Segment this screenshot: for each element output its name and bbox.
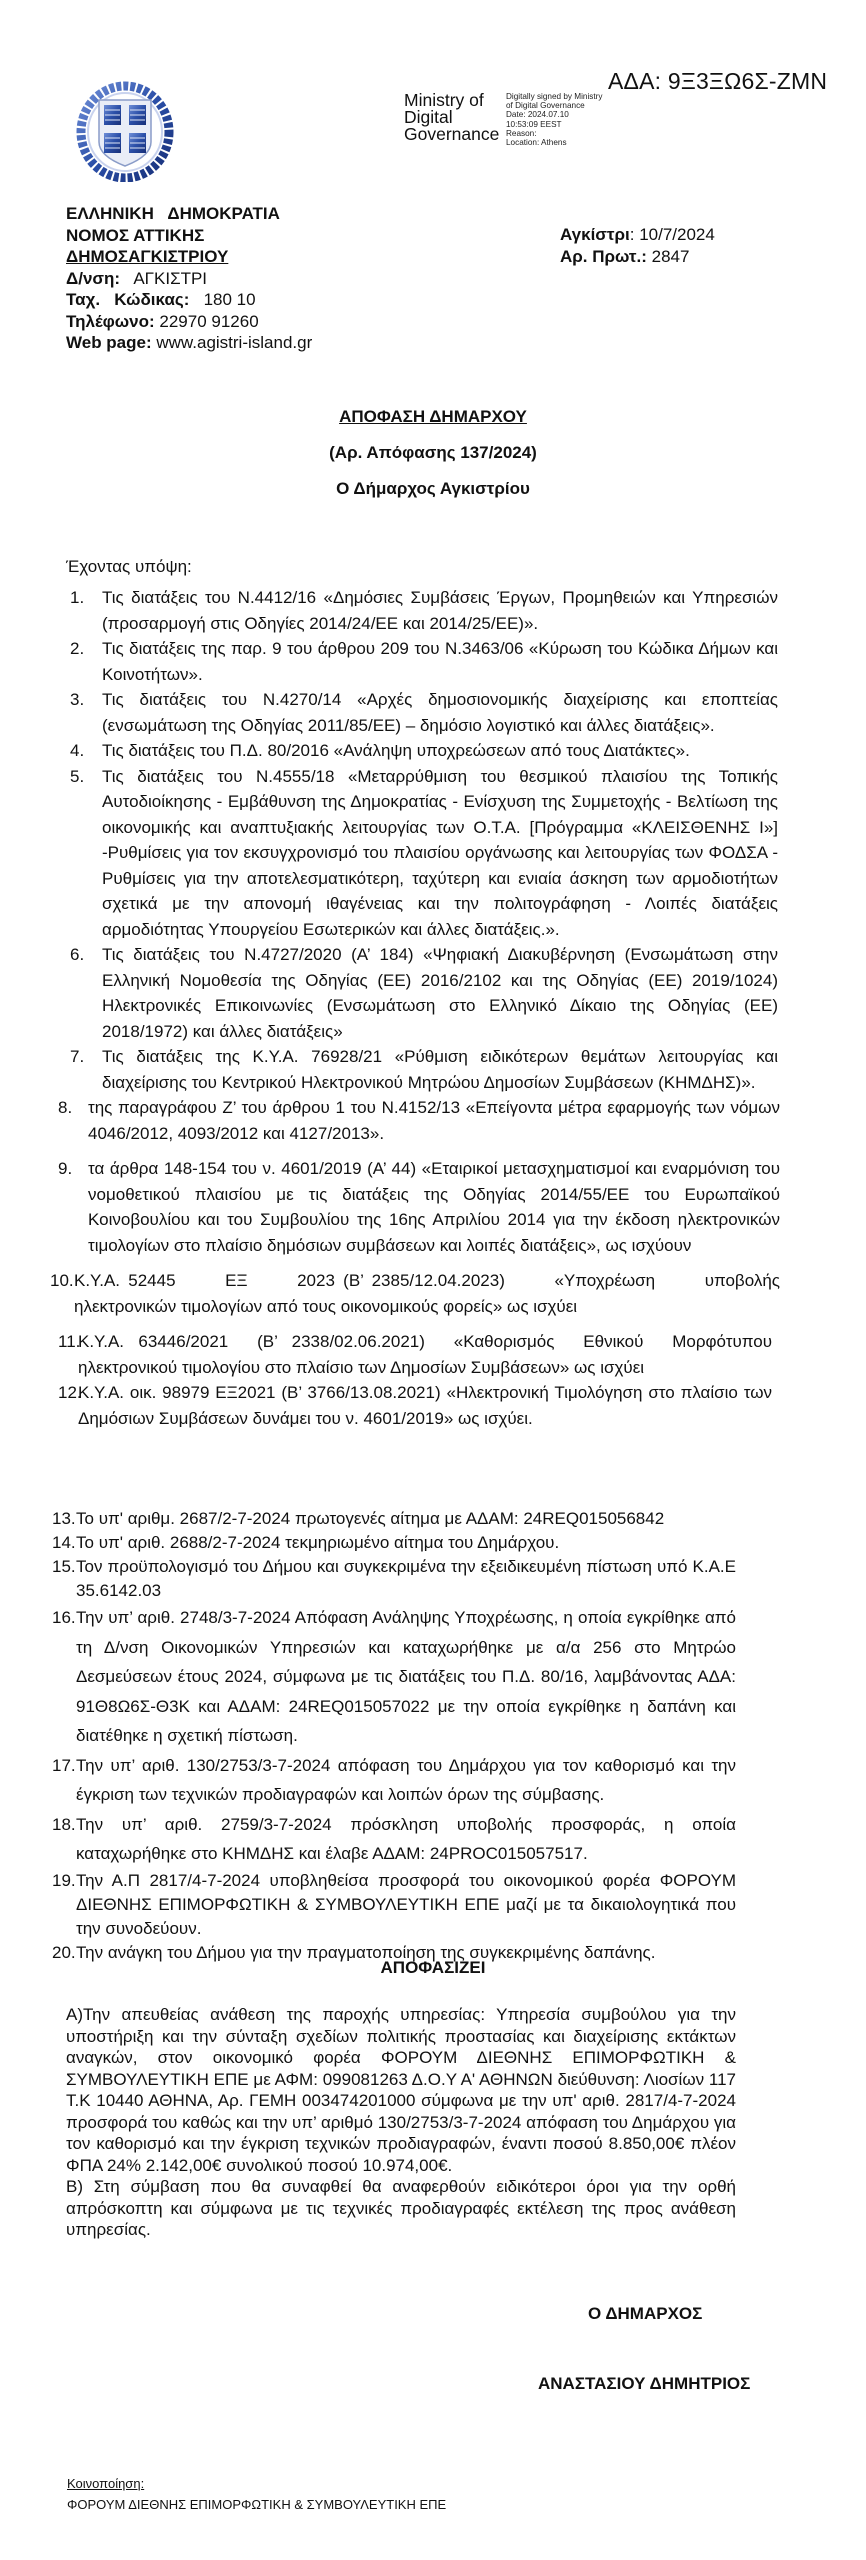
web-label: Web page:: [66, 333, 152, 352]
item-number: 3.: [70, 690, 85, 709]
signature-org-line: Digital: [404, 107, 453, 127]
list-item: [0, 942, 778, 1044]
item-text: Κ.Υ.Α. 52445 ΕΞ 2023 (Β’ 2385/12.04.2023) «Υποχρέωση υποβολής ηλεκτρονικών τιμολογίων από τους οικονομικούς φορείς» ως ισχύει: [74, 1271, 785, 1316]
list-item: [0, 1095, 780, 1146]
item-number: 15.: [52, 1557, 76, 1576]
list-item: [0, 636, 778, 687]
signature-detail-line: 10:53:09 EEST: [506, 119, 562, 129]
item-number: 7.: [70, 1047, 85, 1066]
list-item: [0, 1531, 736, 1555]
item-number: 17.: [52, 1755, 76, 1775]
item-number: 12.: [58, 1383, 82, 1402]
web-link[interactable]: www.agistri-island.gr: [156, 333, 313, 352]
address-label: Δ/νση:: [66, 268, 121, 288]
item-number: 16.: [52, 1608, 76, 1627]
decision-clause-b: Β) Στη σύμβαση που θα συναφθεί θα αναφερθούν ειδικότεροι όροι για την ορθή απρόσκοπτη και σύμφωνα με τις τεχνικές προδιαγραφές εκτέλεση της προς ανάθεση υπηρεσίας.: [66, 2177, 736, 2239]
list-item: [0, 738, 778, 764]
signature-org-line: Ministry of: [404, 90, 484, 110]
signature-detail-line: of Digital Governance: [506, 101, 585, 111]
considerations-list: [0, 585, 866, 1431]
place-label: Αγκίστρι: [560, 225, 630, 244]
item-text: Το υπ' αριθμ. 2687/2-7-2024 πρωτογενές αίτημα με ΑΔΑΜ: 24REQ015056842: [76, 1509, 665, 1528]
item-text: Την Α.Π 2817/4-7-2024 υποβληθείσα προσφορά του οικονομικού φορέα ΦΟΡΟΥΜ ΔΙΕΘΝΗΣ ΕΠΙΜΟΡΦΩΤΙΚΗ & ΣΥΜΒΟΥΛΕΥΤΙΚΗ ΕΠΕ μαζί με τα δικαιολογητικά που την συνοδεύουν.: [76, 1870, 736, 1938]
address-line: [66, 268, 312, 290]
country-name: ΕΛΛΗΝΙΚΗ ΔΗΜΟΚΡΑΤΙΑ: [66, 204, 280, 223]
protocol-line: [560, 246, 715, 268]
item-number: 5.: [70, 766, 85, 786]
item-text: Τις διατάξεις της Κ.Υ.Α. 76928/21 «Ρύθμιση ειδικότερων θεμάτων λειτουργίας και διαχείρισης του Κεντρικού Ηλεκτρονικού Μητρώου Δημοσίων Συμβάσεων (ΚΗΜΔΗΣ)».: [102, 1047, 778, 1092]
phone-value: 22970 91260: [159, 311, 259, 331]
item-text: της παραγράφου Ζ’ του άρθρου 1 του Ν.4152/13 «Επείγοντα μέτρα εφαρμογής των νόμων 4046/2012, 4093/2012 και 4127/2013».: [88, 1098, 780, 1143]
considerations-intro: Έχοντας υπόψη:: [66, 557, 192, 576]
item-text: Τις διατάξεις του Ν.4727/2020 (Α’ 184) «Ψηφιακή Διακυβέρνηση (Ενσωμάτωση στην Ελληνική Νομοθεσία της Οδηγίας (ΕΕ) 2016/2102 και της Οδηγίας (ΕΕ) 2019/1024) Ηλεκτρονικές Επικοινωνίες (Ενσωμάτωση στο Ελληνικό Δίκαιο της Οδηγίας (ΕΕ) 2018/1972) και άλλες διατάξεις»: [102, 945, 778, 1041]
signature-org-line: Governance: [404, 124, 500, 144]
item-text: Τον προϋπολογισμό του Δήμου και συγκεκριμένα την εξειδικευμένη πίστωση υπό Κ.Α.Ε 35.6142.03: [76, 1557, 736, 1600]
phone-line: [66, 311, 312, 333]
item-text: Την υπ’ αριθ. 2759/3-7-2024 πρόσκληση υποβολής προσφοράς, η οποία καταχωρήθηκε στο ΚΗΜΔΗΣ και έλαβε ΑΔΑΜ: 24PROC015057517.: [76, 1814, 736, 1863]
item-number: 13.: [52, 1509, 76, 1528]
item-number: 20.: [52, 1942, 76, 1962]
postcode-value: 180 10: [203, 290, 256, 309]
decision-number: (Αρ. Απόφασης 137/2024): [329, 443, 537, 462]
list-item: [0, 1869, 736, 1941]
decision-body: [66, 2004, 736, 2241]
item-number: 9.: [58, 1159, 73, 1178]
list-item: [0, 1044, 778, 1095]
cc-label: Κοινοποίηση:: [67, 2476, 145, 2491]
list-item: [0, 1810, 736, 1869]
list-item: [0, 1555, 736, 1603]
list-item: [0, 764, 778, 943]
item-text: Κ.Υ.Α. οικ. 98979 ΕΞ2021 (Β’ 3766/13.08.2021) «Ηλεκτρονική Τιμολόγηση στο πλαίσιο των Δημόσιων Συμβάσεων δυνάμει του ν. 4601/2019» ως ισχύει.: [78, 1383, 772, 1428]
item-number: 1.: [70, 588, 85, 607]
postcode-line: [66, 289, 312, 311]
item-text: Τις διατάξεις του Π.Δ. 80/2016 «Ανάληψη υποχρεώσεων από τους Διατάκτες».: [102, 741, 690, 760]
decision-clause-a: Α)Την απευθείας ανάθεση της παροχής υπηρεσίας: Υπηρεσία συμβούλου για την υποστήριξη και την σύνταξη σχεδίων πολιτικής προστασίας και διαχείρισης εκτάκτων αναγκών, στον οικονομικό φορέα ΦΟΡΟΥΜ ΔΙΕΘΝΗΣ ΕΠΙΜΟΡΦΩΤΙΚΗ & ΣΥΜΒΟΥΛΕΥΤΙΚΗ ΕΠΕ με ΑΦΜ: 099081263 Δ.Ο.Υ Α' ΑΘΗΝΩΝ διεύθυνση: Λιοσίων 117 Τ.Κ 10440 ΑΘΗΝΑ, Αρ. ΓΕΜΗ 003474201000 σύμφωνα με την υπ' αριθ. 2817/4-7-2024 προσφορά του καθώς και την υπ’ αριθμό 130/2753/3-7-2024 απόφαση του Δημάρχου για τον καθορισμό και την έγκριση τεχνικών προδιαγραφών, έναντι ποσού 8.850,00€ πλέον ΦΠΑ 24% 2.142,00€ συνολικού ποσού 10.974,00€.: [66, 2005, 736, 2175]
place-date-line: [560, 224, 715, 246]
list-item: [0, 1268, 785, 1319]
municipality-name: ΔΗΜΟΣΑΓΚΙΣΤΡΙΟΥ: [66, 247, 229, 266]
protocol-number: 2847: [651, 246, 690, 266]
item-text: Κ.Υ.Α. 63446/2021 (Β’ 2338/02.06.2021) «Καθορισμός Εθνικού Μορφότυπου ηλεκτρονικού τιμολογίου στο πλαίσιο των Δημοσίων Συμβάσεων» ως ισχύει: [78, 1332, 777, 1377]
list-item: [0, 1751, 736, 1810]
item-text: Την υπ’ αριθ. 130/2753/3-7-2024 απόφαση του Δημάρχου για τον καθορισμό και την έγκριση των τεχνικών προδιαγραφών και λοιπών όρων της σύμβασης.: [76, 1755, 736, 1804]
item-number: 4.: [70, 741, 85, 760]
decides-heading: ΑΠΟΦΑΣΙΖΕΙ: [380, 1958, 486, 1977]
item-number: 8.: [58, 1098, 73, 1117]
prefecture-name: ΝΟΜΟΣ ΑΤΤΙΚΗΣ: [66, 225, 205, 245]
phone-label: Τηλέφωνο:: [66, 311, 155, 331]
item-text: Τις διατάξεις του Ν.4412/16 «Δημόσιες Συμβάσεις Έργων, Προμηθειών και Υπηρεσιών (προσαρμογή στις Οδηγίες 2014/24/ΕΕ και 2014/25/ΕΕ)».: [102, 588, 778, 633]
address-value: ΑΓΚΙΣΤΡΙ: [133, 268, 208, 288]
signature-detail-line: Digitally signed by Ministry: [506, 92, 603, 101]
signatory-name: ΑΝΑΣΤΑΣΙΟΥ ΔΗΜΗΤΡΙΟΣ: [538, 2374, 751, 2393]
document-title: ΑΠΟΦΑΣΗ ΔΗΜΑΡΧΟΥ: [339, 407, 527, 426]
considerations-list-continued: [0, 1507, 866, 1965]
item-text: Την ανάγκη του Δήμου για την πραγματοποίηση της συγκεκριμένης δαπάνης.: [76, 1942, 656, 1962]
item-text: Την υπ’ αριθ. 2748/3-7-2024 Απόφαση Ανάληψης Υποχρέωσης, η οποία εγκρίθηκε από τη Δ/νση Οικονομικών Υπηρεσιών και καταχωρήθηκε με α/α 256 στο Μητρώο Δεσμεύσεων έτους 2024, σύμφωνα με τις διατάξεις του Π.Δ. 80/16, λαμβάνοντας ΑΔΑ: 91Θ8Ω6Σ-Θ3Κ και ΑΔΑΜ: 24REQ015057022 με την οποία εγκρίθηκε η δαπάνη και διατέθηκε η σχετική πίστωση.: [76, 1608, 736, 1745]
web-line: [66, 332, 312, 354]
item-text: Τις διατάξεις της παρ. 9 του άρθρου 209 του Ν.3463/06 «Κύρωση του Κώδικα Δήμων και Κοινοτήτων».: [102, 639, 778, 684]
signature-detail-line: Reason:: [506, 128, 537, 138]
ada-code: ΑΔΑ: 9Ξ3ΞΩ6Σ-ΖΜΝ: [608, 68, 828, 94]
list-item: [0, 1603, 736, 1751]
item-number: 19.: [52, 1870, 76, 1890]
item-number: 18.: [52, 1814, 76, 1834]
signature-organization: [404, 92, 499, 143]
item-text: Το υπ' αριθ. 2688/2-7-2024 τεκμηριωμένο αίτημα του Δημάρχου.: [76, 1533, 560, 1552]
list-item: [0, 1156, 780, 1258]
signatory-role: Ο ΔΗΜΑΡΧΟΣ: [588, 2304, 703, 2323]
item-number: 10.: [50, 1271, 74, 1290]
list-item: [0, 1380, 772, 1431]
document-date: : 10/7/2024: [629, 225, 715, 244]
list-item: [0, 1507, 736, 1531]
decision-issuer: Ο Δήμαρχος Αγκιστρίου: [336, 479, 530, 498]
postcode-label: Ταχ. Κώδικας:: [66, 290, 190, 309]
list-item: [0, 1329, 777, 1380]
item-number: 14.: [52, 1533, 76, 1552]
item-text: τα άρθρα 148-154 του ν. 4601/2019 (Α’ 44) «Εταιρικοί μετασχηματισμοί και εναρμόνιση του νομοθετικού πλαισίου με τις διατάξεις της Οδηγίας 2014/55/ΕΕ του Ευρωπαϊκού Κοινοβουλίου και του Συμβουλίου της 16ης Απριλίου 2014 για την έκδοση ηλεκτρονικών τιμολογίων στο πλαίσιο δημόσιων συμβάσεων και λοιπές διατάξεις», ως ισχύουν: [88, 1159, 780, 1255]
list-item: [0, 585, 778, 636]
greek-coat-of-arms-icon: [75, 80, 175, 182]
item-number: 6.: [70, 945, 85, 964]
signature-detail-line: Location: Athens: [506, 138, 567, 148]
protocol-label: Αρ. Πρωτ.:: [560, 246, 647, 266]
digital-signature-details: [506, 92, 602, 147]
signature-detail-line: Date: 2024.07.10: [506, 110, 569, 120]
issuer-header: [66, 203, 312, 354]
item-number: 2.: [70, 639, 85, 658]
cc-recipient: ΦΟΡΟΥΜ ΔΙΕΘΝΗΣ ΕΠΙΜΟΡΦΩΤΙΚΗ & ΣΥΜΒΟΥΛΕΥΤΙΚΗ ΕΠΕ: [67, 2497, 447, 2512]
list-item: [0, 687, 778, 738]
document-meta: [560, 224, 715, 267]
item-text: Τις διατάξεις του Ν.4555/18 «Μεταρρύθμιση του θεσμικού πλαισίου της Τοπικής Αυτοδιοίκησης - Εμβάθυνση της Δημοκρατίας - Ενίσχυση της Συμμετοχής - Βελτίωση της οικονομικής και αναπτυξιακής λειτουργίας των Ο.Τ.Α. [Πρόγραμμα «ΚΛΕΙΣΘΕΝΗΣ Ι»] -Ρυθμίσεις για τον εκσυγχρονισμό του πλαισίου οργάνωσης και λειτουργίας των ΦΟΔΣΑ - Ρυθμίσεις για την αποτελεσματικότερη, ταχύτερη και ενιαία άσκηση των αρμοδιοτήτων σχετικά με την απονομή ιθαγένειας και την πολιτογράφηση - Λοιπές διατάξεις αρμοδιότητας Υπουργείου Εσωτερικών και άλλες διατάξεις.».: [102, 766, 778, 939]
item-number: 11.: [58, 1332, 81, 1351]
item-text: Τις διατάξεις του Ν.4270/14 «Αρχές δημοσιονομικής διαχείρισης και εποπτείας (ενσωμάτωση της Οδηγίας 2011/85/ΕΕ) – δημόσιο λογιστικό και άλλες διατάξεις».: [102, 690, 778, 735]
